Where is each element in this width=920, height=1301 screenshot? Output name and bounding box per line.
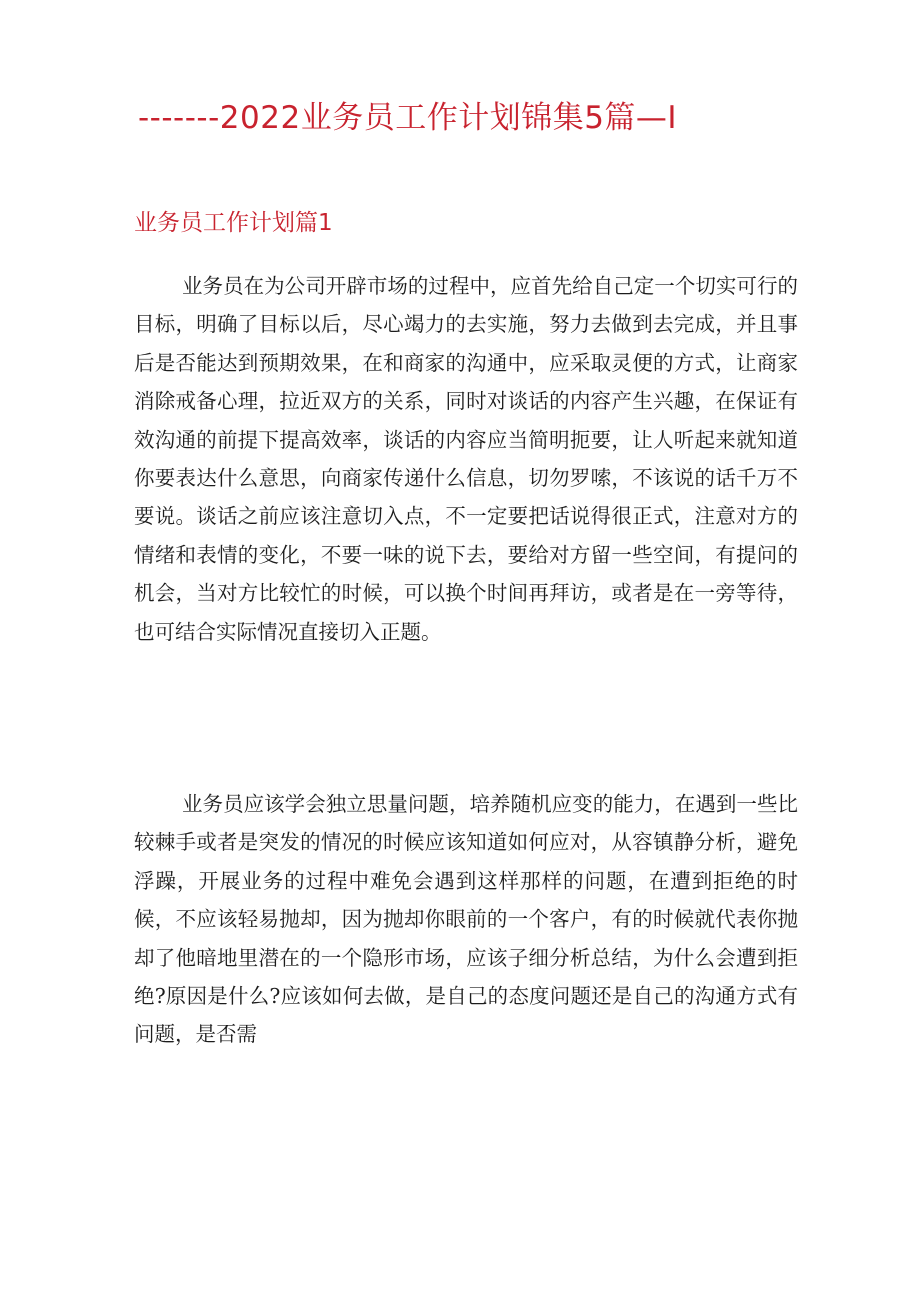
section-heading: 业务员工作计划篇1 bbox=[134, 210, 333, 236]
body-paragraph: 业务员应该学会独立思量问题，培养随机应变的能力，在遇到一些比较棘手或者是突发的情况的时候应该知道如何应对，从容镇静分析，避免浮躁，开展业务的过程中难免会遇到这样那样的问题，在遭到拒绝的时候，不应该轻易抛却，因为抛却你眼前的一个客户，有的时候就代表你抛却了他暗地里潜在的一个隐形市场，应该子细分析总结，为什么会遭到拒绝?原因是什么?应该如何去做，是自己的态度问题还是自己的沟通方式有问题，是否需 bbox=[134, 792, 798, 1047]
body-paragraph: 业务员在为公司开辟市场的过程中，应首先给自己定一个切实可行的目标，明确了目标以后，尽心竭力的去实施，努力去做到去完成，并且事后是否能达到预期效果，在和商家的沟通中，应采取灵便的方式，让商家消除戒备心理，拉近双方的关系，同时对谈话的内容产生兴趣，在保证有效沟通的前提下提高效率，谈话的内容应当简明扼要，让人听起来就知道你要表达什么意思，向商家传递什么信息，切勿罗嗦，不该说的话千万不要说。谈话之前应该注意切入点，不一定要把话说得很正式，注意对方的情绪和表情的变化，不要一味的说下去，要给对方留一些空间，有提问的机会，当对方比较忙的时候，可以换个时间再拜访，或者是在一旁等待，也可结合实际情况直接切入正题。 bbox=[134, 274, 798, 644]
document-title: -------2022业务员工作计划锦集5篇—I bbox=[138, 100, 678, 136]
